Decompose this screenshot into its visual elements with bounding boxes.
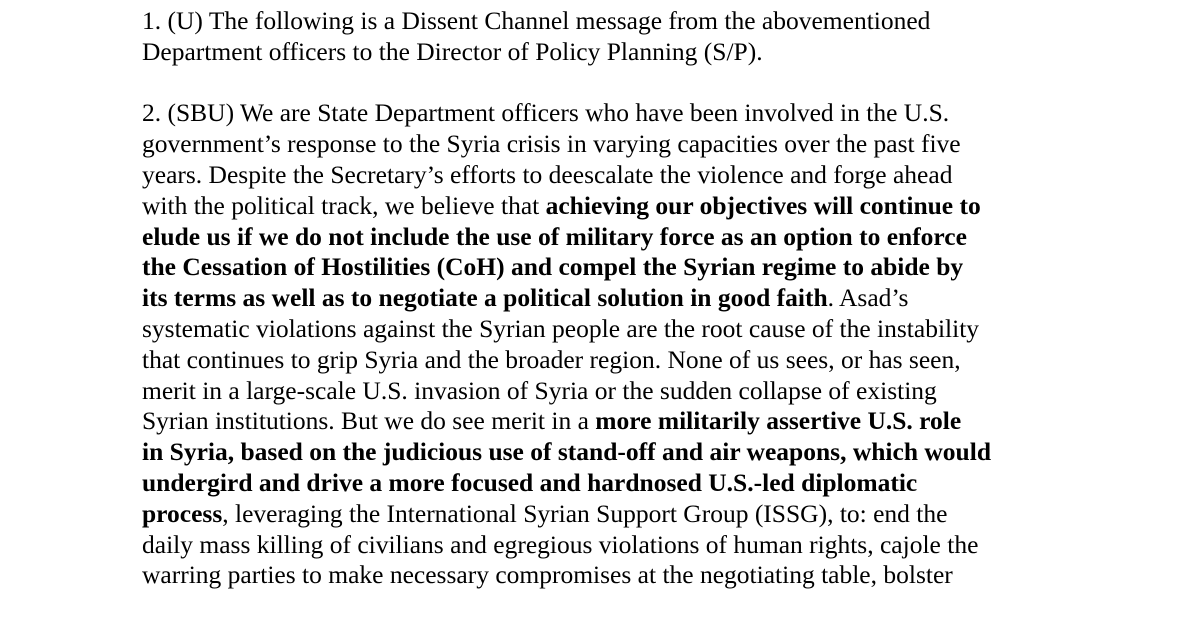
text-run: with the political track, we believe that <box>142 190 546 220</box>
bold-text-run: in Syria, based on the judicious use of stand-off and air weapons, which would <box>142 437 991 467</box>
text-line <box>142 129 1142 160</box>
bold-text-run: elude us if we do not include the use of military force as an option to enforce <box>142 221 967 251</box>
text-line <box>142 252 1142 283</box>
text-line <box>142 376 1142 407</box>
document-page <box>142 6 1142 591</box>
text-line <box>142 160 1142 191</box>
paragraph-2 <box>142 98 1142 591</box>
text-run: . Asad’s <box>827 283 909 313</box>
text-line <box>142 560 1142 591</box>
text-line <box>142 530 1142 561</box>
text-run: Syrian institutions. But we do see merit in a <box>142 406 596 436</box>
bold-text-run: undergird and drive a more focused and hardnosed U.S.-led diplomatic <box>142 467 918 497</box>
text-run: 1. (U) The following is a Dissent Channel message from the abovementioned <box>142 6 931 35</box>
text-line <box>142 37 1142 68</box>
text-run: systematic violations against the Syrian people are the root cause of the instability <box>142 313 980 343</box>
text-run: , leveraging the International Syrian Support Group (ISSG), to: end the <box>222 498 948 528</box>
text-run: government’s response to the Syria crisis in varying capacities over the past five <box>142 129 961 159</box>
bold-text-run: more militarily assertive U.S. role <box>595 406 962 436</box>
text-run: Department officers to the Director of Policy Planning (S/P). <box>142 36 763 66</box>
text-run: that continues to grip Syria and the broader region. None of us sees, or has seen, <box>142 344 961 374</box>
bold-text-run: process <box>142 498 223 528</box>
text-run: warring parties to make necessary compromises at the negotiating table, bolster <box>142 560 953 590</box>
text-line <box>142 468 1142 499</box>
text-line <box>142 222 1142 253</box>
bold-text-run: the Cessation of Hostilities (CoH) and compel the Syrian regime to abide by <box>142 252 964 282</box>
text-run: merit in a large-scale U.S. invasion of Syria or the sudden collapse of existing <box>142 375 937 405</box>
text-line <box>142 6 1142 37</box>
text-run: years. Despite the Secretary’s efforts to deescalate the violence and forge ahead <box>142 159 953 189</box>
text-line <box>142 499 1142 530</box>
text-run: daily mass killing of civilians and egregious violations of human rights, cajole the <box>142 529 979 559</box>
paragraph-gap <box>142 68 1142 99</box>
bold-text-run: achieving our objectives will continue to <box>545 190 981 220</box>
bold-text-run: its terms as well as to negotiate a political solution in good faith <box>142 283 828 313</box>
text-line <box>142 283 1142 314</box>
text-line <box>142 406 1142 437</box>
text-line <box>142 191 1142 222</box>
text-line <box>142 98 1142 129</box>
text-run: 2. (SBU) We are State Department officers who have been involved in the U.S. <box>142 98 950 128</box>
paragraph-1 <box>142 6 1142 68</box>
text-line <box>142 437 1142 468</box>
text-line <box>142 345 1142 376</box>
text-line <box>142 314 1142 345</box>
